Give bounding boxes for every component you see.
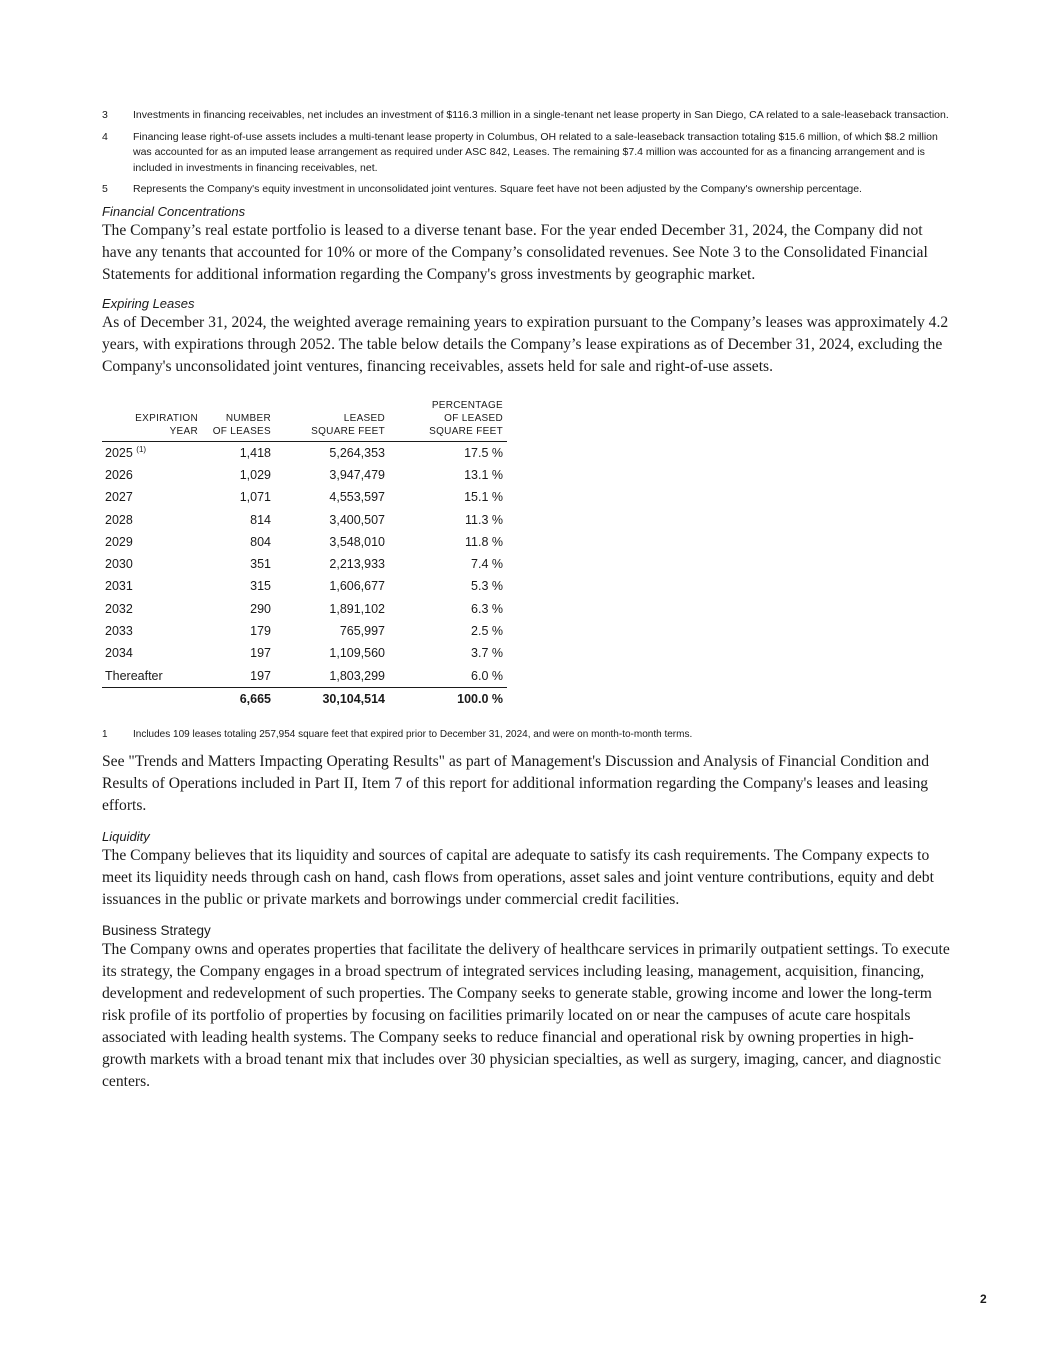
table-row bbox=[102, 642, 507, 664]
cell-pct: 13.1 % bbox=[464, 467, 503, 482]
section-paragraph: The Company owns and operates properties that facilitate the delivery of healthcare services in primarily outpatient settings. To execute its strategy, the Company engages in a broad spectrum of integrated services including leasing, management, acquisition, financing, development and redevelopment of such properties. The Company seeks to generate stable, growing income and lower the long-term risk profile of its portfolio of properties by focusing on facilities primarily located on or near the campuses of acute care hospitals associated with leading health systems. The Company seeks to reduce financial and operational risk by owning properties in high-growth markets with a broad tenant mix that includes over 30 physician specialties, as well as surgery, imaging, cancer, and diagnostic centers. bbox=[102, 941, 950, 1091]
footnote-text: Represents the Company's equity investment in unconsolidated joint ventures. Square feet have not been adjusted by the Company's ownership percentage. bbox=[133, 183, 862, 195]
cell-year: 2026 bbox=[105, 467, 133, 482]
trends-paragraph: See "Trends and Matters Impacting Operating Results" as part of Management's Discussion and Analysis of Financial Condition and Results of Operations included in Part II, Item 7 of this report for additional information regarding the Company's leases and leasing efforts. bbox=[102, 753, 930, 815]
cell-pct: 3.7 % bbox=[471, 646, 503, 661]
section-heading: Liquidity bbox=[102, 829, 150, 845]
footnote-ref: (1) bbox=[136, 444, 147, 454]
cell-leases: 1,071 bbox=[239, 490, 271, 505]
footnote-number: 3 bbox=[102, 109, 108, 121]
cell-sqft: 1,803,299 bbox=[275, 664, 389, 687]
table-row bbox=[102, 531, 507, 553]
section-heading: Financial Concentrations bbox=[102, 203, 246, 219]
cell-year: 2025 $^{(1)}$ bbox=[105, 444, 147, 460]
cell-year bbox=[102, 687, 202, 710]
cell-leases: 315 bbox=[250, 579, 271, 594]
cell-leases: 1,029 bbox=[239, 467, 271, 482]
cell-year: 2034 bbox=[105, 646, 133, 661]
cell-sqft: 4,553,597 bbox=[329, 490, 385, 505]
cell-year: Thereafter bbox=[102, 664, 202, 687]
cell-year: 2031 bbox=[105, 579, 133, 594]
cell-pct: 6.3 % bbox=[471, 601, 503, 616]
cell-pct: 7.4 % bbox=[471, 557, 503, 572]
header-leased-square-feet: LEASED SQUARE FEET bbox=[275, 399, 389, 442]
expiring-leases-section bbox=[102, 296, 954, 378]
footnote-text: Investments in financing receivables, net includes an investment of $116.3 million in a single-tenant net lease property in San Diego, CA related to a sale-leaseback transaction. bbox=[133, 109, 949, 121]
page-number: 2 bbox=[980, 1292, 987, 1306]
cell-sqft: 3,947,479 bbox=[329, 467, 385, 482]
liquidity-section bbox=[102, 829, 954, 911]
footnote-number: 1 bbox=[102, 728, 108, 740]
table-row bbox=[102, 464, 507, 486]
business-strategy-section bbox=[102, 923, 954, 1093]
cell-leases: 197 bbox=[250, 646, 271, 661]
cell-leases: 179 bbox=[250, 624, 271, 639]
table-row bbox=[102, 620, 507, 642]
cell-year: 2033 bbox=[105, 624, 133, 639]
cell-leases: 197 bbox=[202, 664, 275, 687]
cell-sqft: 5,264,353 bbox=[329, 445, 385, 460]
cell-sqft: 1,109,560 bbox=[329, 646, 385, 661]
footnote bbox=[102, 130, 954, 177]
cell-sqft: 1,891,102 bbox=[329, 601, 385, 616]
cell-sqft: 3,548,010 bbox=[329, 534, 385, 549]
section-paragraph: The Company believes that its liquidity and sources of capital are adequate to satisfy its cash requirements. The Company expects to meet its liquidity needs through cash on hand, cash flows from operations, asset sales and joint venture contributions, equity and debt issuances in the public or private markets and borrowings under commercial credit facilities. bbox=[102, 847, 934, 909]
cell-leases: 814 bbox=[250, 512, 271, 527]
cell-pct: 5.3 % bbox=[471, 579, 503, 594]
cell-leases: 804 bbox=[250, 534, 271, 549]
cell-pct: 15.1 % bbox=[464, 490, 503, 505]
footnote bbox=[102, 108, 954, 124]
total-pct: 100.0 % bbox=[457, 691, 503, 706]
cell-pct: 6.0 % bbox=[389, 664, 507, 687]
section-paragraph: As of December 31, 2024, the weighted average remaining years to expiration pursuant to the Company’s leases was approximately 4.2 years, with expirations through 2052. The table below details the Company’s lease expirations as of December 31, 2024, excluding the Company's unconsolidated joint ventures, financing receivables, assets held for sale and right-of-use assets. bbox=[102, 313, 949, 375]
cell-sqft: 1,606,677 bbox=[329, 579, 385, 594]
cell-year: 2032 bbox=[105, 601, 133, 616]
cell-year: 2027 bbox=[105, 490, 133, 505]
cell-year: 2030 bbox=[105, 557, 133, 572]
table-row bbox=[102, 664, 507, 687]
cell-pct: 11.3 % bbox=[465, 512, 503, 527]
footnote-text: Includes 109 leases totaling 257,954 square feet that expired prior to December 31, 2024, and were on month-to-month terms. bbox=[133, 728, 693, 740]
cell-pct: 2.5 % bbox=[471, 624, 503, 639]
top-footnotes bbox=[102, 108, 954, 198]
total-leases: 6,665 bbox=[239, 691, 271, 706]
table-row bbox=[102, 441, 507, 464]
total-sqft: 30,104,514 bbox=[322, 691, 385, 706]
cell-year: 2028 bbox=[105, 512, 133, 527]
cell-sqft: 2,213,933 bbox=[329, 557, 385, 572]
table-row bbox=[102, 508, 507, 530]
footnote-text: Financing lease right-of-use assets includes a multi-tenant lease property in Columbus, OH related to a sale-leaseback transaction totaling $15.6 million, of which $8.2 million was accounted for as an imputed lease arrangement as required under ASC 842, Leases. The remaining $7.4 million was accounted for as a financing arrangement and is included in investments in financing receivables, net. bbox=[133, 130, 938, 174]
section-paragraph: The Company’s real estate portfolio is leased to a diverse tenant base. For the year ended December 31, 2024, the Company did not have any tenants that accounted for 10% or more of the Company’s consolidated revenues. See Note 3 to the Consolidated Financial Statements for additional information regarding the Company's gross investments by geographic market. bbox=[102, 221, 928, 283]
lease-expiration-table bbox=[102, 399, 507, 710]
cell-leases: 351 bbox=[250, 557, 271, 572]
header-expiration-year: EXPIRATION YEAR bbox=[102, 399, 202, 442]
footnote-number: 5 bbox=[102, 183, 108, 195]
financial-concentrations-section bbox=[102, 204, 954, 286]
header-percentage-leased: PERCENTAGE OF LEASED SQUARE FEET bbox=[389, 399, 507, 442]
table-header-row bbox=[102, 399, 507, 442]
document-page bbox=[102, 108, 954, 1093]
cell-year: 2029 bbox=[105, 534, 133, 549]
table-row bbox=[102, 575, 507, 597]
footnote-number: 4 bbox=[102, 130, 108, 143]
cell-sqft: 765,997 bbox=[339, 624, 385, 639]
header-number-of-leases: NUMBER OF LEASES bbox=[202, 399, 275, 442]
cell-pct: 17.5 % bbox=[464, 445, 503, 460]
table-row bbox=[102, 598, 507, 620]
table-row bbox=[102, 553, 507, 575]
section-heading: Expiring Leases bbox=[102, 295, 195, 311]
table-footnote bbox=[102, 727, 954, 743]
cell-leases: 290 bbox=[250, 601, 271, 616]
footnote bbox=[102, 182, 954, 198]
cell-leases: 1,418 bbox=[239, 445, 271, 460]
table-row bbox=[102, 486, 507, 508]
table-total-row bbox=[102, 687, 507, 710]
cell-pct: 11.8 % bbox=[465, 534, 503, 549]
cell-sqft: 3,400,507 bbox=[329, 512, 385, 527]
section-heading: Business Strategy bbox=[102, 923, 211, 939]
